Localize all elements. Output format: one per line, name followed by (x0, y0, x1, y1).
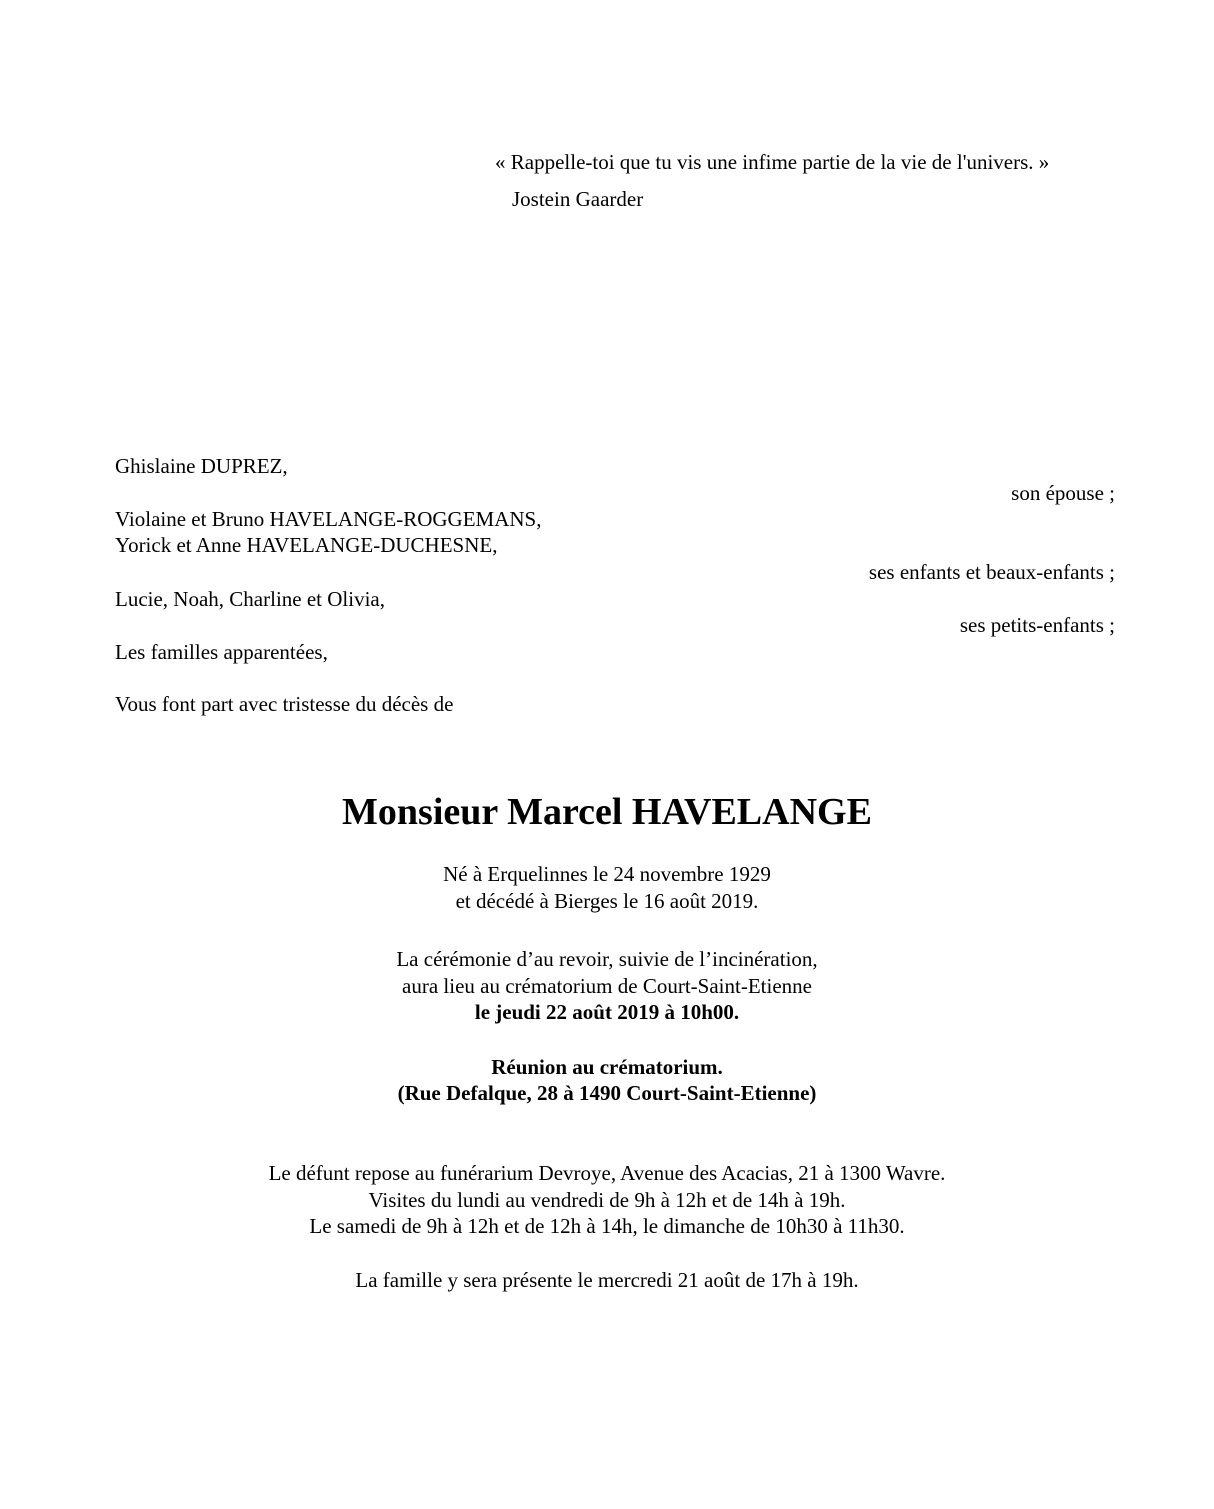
announcement-line: Vous font part avec tristesse du décès de (115, 692, 454, 716)
crematorium-address: (Rue Defalque, 28 à 1490 Court-Saint-Etienne) (397, 1081, 817, 1105)
ceremony-line-2: aura lieu au crématorium de Court-Saint-Etienne (402, 974, 812, 998)
birth-line: Né à Erquelinnes le 24 novembre 1929 (443, 862, 771, 886)
deceased-name: Monsieur Marcel HAVELANGE (342, 791, 872, 833)
meeting-line: Réunion au crématorium. (491, 1055, 723, 1079)
weekend-visits-line: Le samedi de 9h à 12h et de 12h à 14h, le dimanche de 10h30 à 11h30. (309, 1214, 905, 1238)
grandchildren-names: Lucie, Noah, Charline et Olivia, (115, 587, 385, 611)
relatives-line: Les familles apparentées, (115, 640, 328, 664)
ceremony-line-1: La cérémonie d’au revoir, suivie de l’incinération, (396, 947, 818, 971)
spouse-relation: son épouse ; (1011, 481, 1115, 505)
family-presence-line: La famille y sera présente le mercredi 21 août de 17h à 19h. (355, 1268, 859, 1292)
epigraph-author: Jostein Gaarder (512, 187, 644, 211)
children-line-2: Yorick et Anne HAVELANGE-DUCHESNE, (115, 533, 498, 557)
ceremony-date: le jeudi 22 août 2019 à 10h00. (474, 1000, 740, 1024)
children-relation: ses enfants et beaux-enfants ; (868, 560, 1115, 584)
weekday-visits-line: Visites du lundi au vendredi de 9h à 12h et de 14h à 19h. (368, 1188, 846, 1212)
grandchildren-relation: ses petits-enfants ; (959, 613, 1115, 637)
epigraph-quote: « Rappelle-toi que tu vis une infime partie de la vie de l'univers. » (495, 150, 1050, 174)
funerarium-line: Le défunt repose au funérarium Devroye, Avenue des Acacias, 21 à 1300 Wavre. (268, 1161, 946, 1185)
children-line-1: Violaine et Bruno HAVELANGE-ROGGEMANS, (115, 507, 542, 531)
spouse-name: Ghislaine DUPREZ, (115, 454, 288, 478)
death-line: et décédé à Bierges le 16 août 2019. (455, 889, 759, 913)
